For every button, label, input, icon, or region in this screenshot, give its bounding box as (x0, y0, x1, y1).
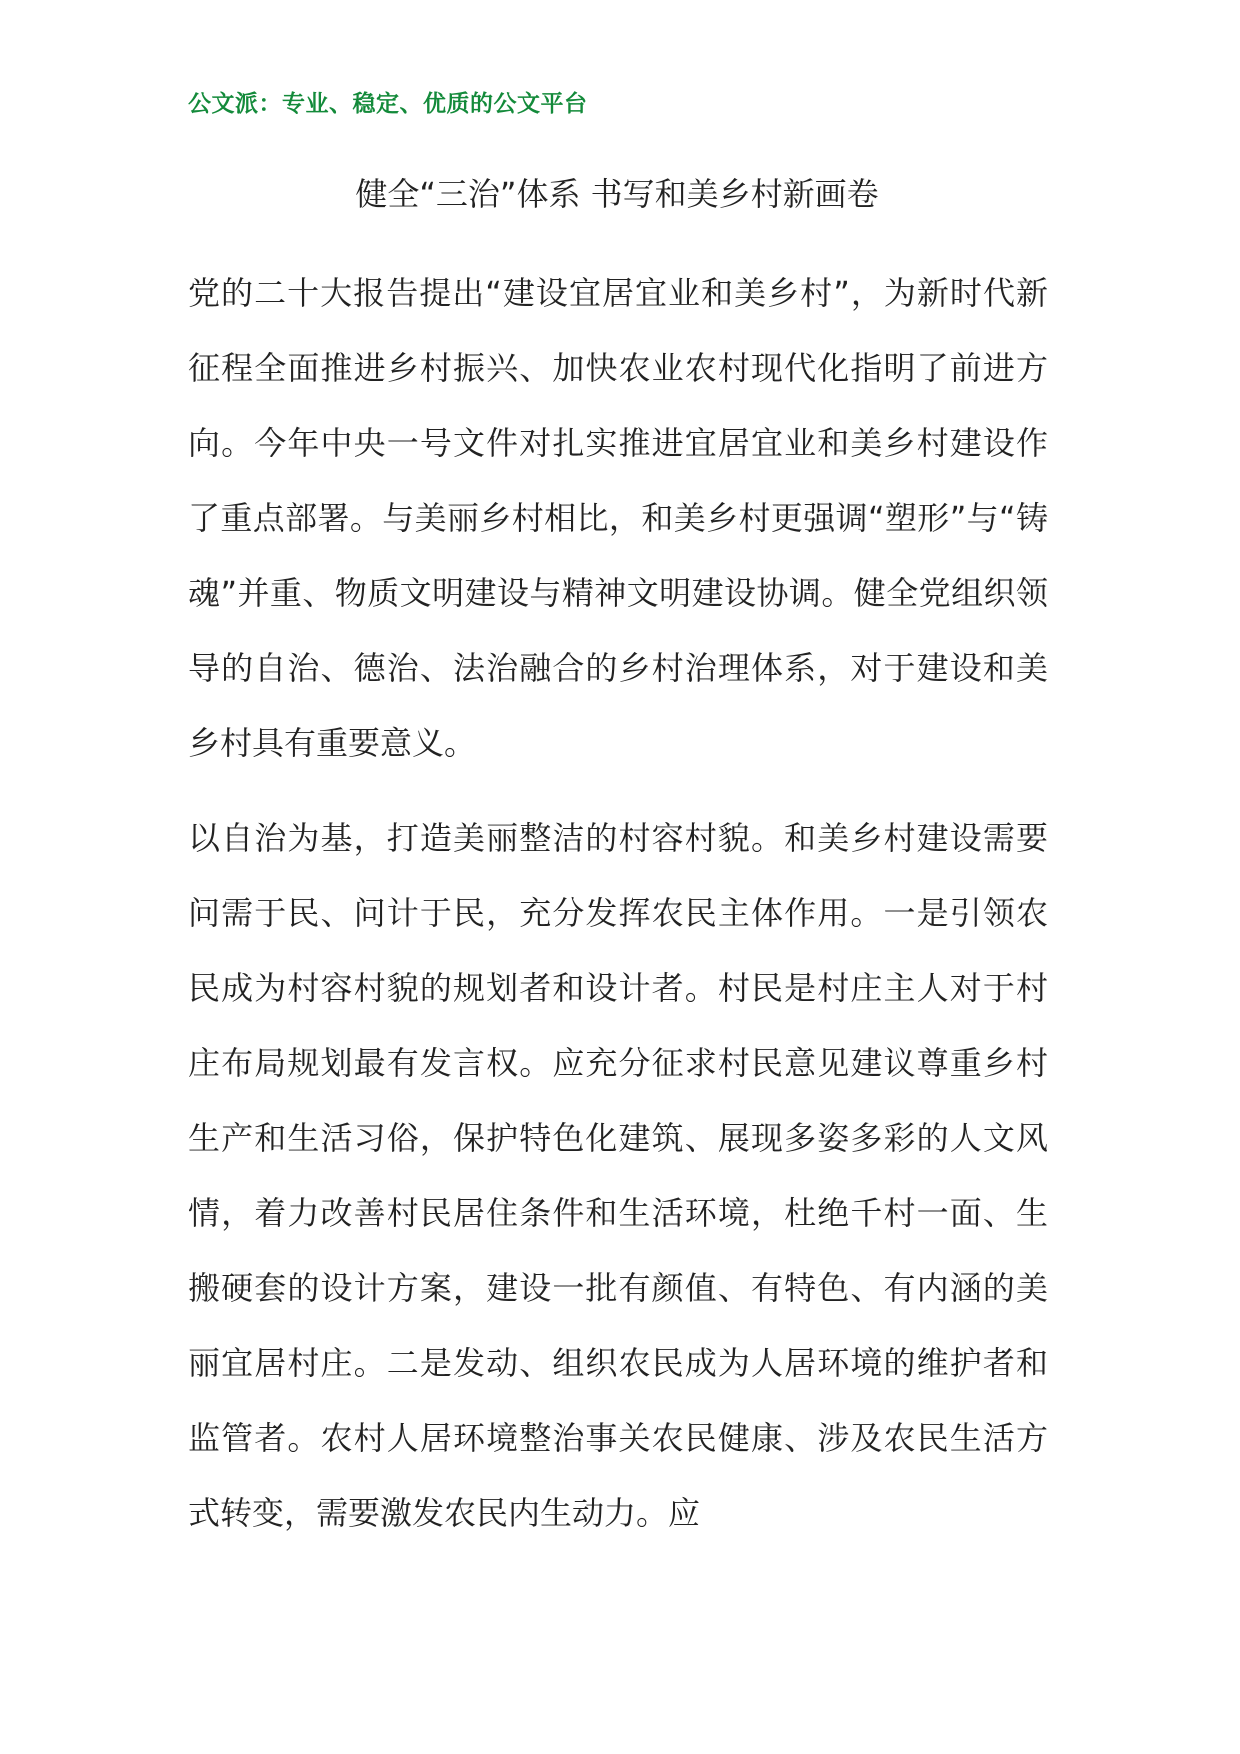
document-title: 健全“三治”体系 书写和美乡村新画卷 (355, 175, 879, 213)
site-banner: 公文派：专业、稳定、优质的公文平台 (188, 91, 588, 117)
paragraph-2: 以自治为基，打造美丽整洁的村容村貌。和美乡村建设需要问需于民、问计于民，充分发挥农民主体作用。一是引领农民成为村容村貌的规划者和设计者。村民是村庄主人对于村庄布局规划最有发言权。应充分征求村民意见建议尊重乡村生产和生活习俗，保护特色化建筑、展现多姿多彩的人文风情，着力改善村民居住条件和生活环境，杜绝千村一面、生搬硬套的设计方案，建设一批有颜值、有特色、有内涵的美丽宜居村庄。二是发动、组织农民成为人居环境的维护者和监管者。农村人居环境整治事关农民健康、涉及农民生活方式转变，需要激发农民内生动力。应 (188, 819, 1048, 1532)
paragraph-1: 党的二十大报告提出“建设宜居宜业和美乡村”，为新时代新征程全面推进乡村振兴、加快农业农村现代化指明了前进方向。今年中央一号文件对扎实推进宜居宜业和美乡村建设作了重点部署。与美丽乡村相比，和美乡村更强调“塑形”与“铸魂”并重、物质文明建设与精神文明建设协调。健全党组织领导的自治、德治、法治融合的乡村治理体系，对于建设和美乡村具有重要意义。 (188, 274, 1048, 762)
